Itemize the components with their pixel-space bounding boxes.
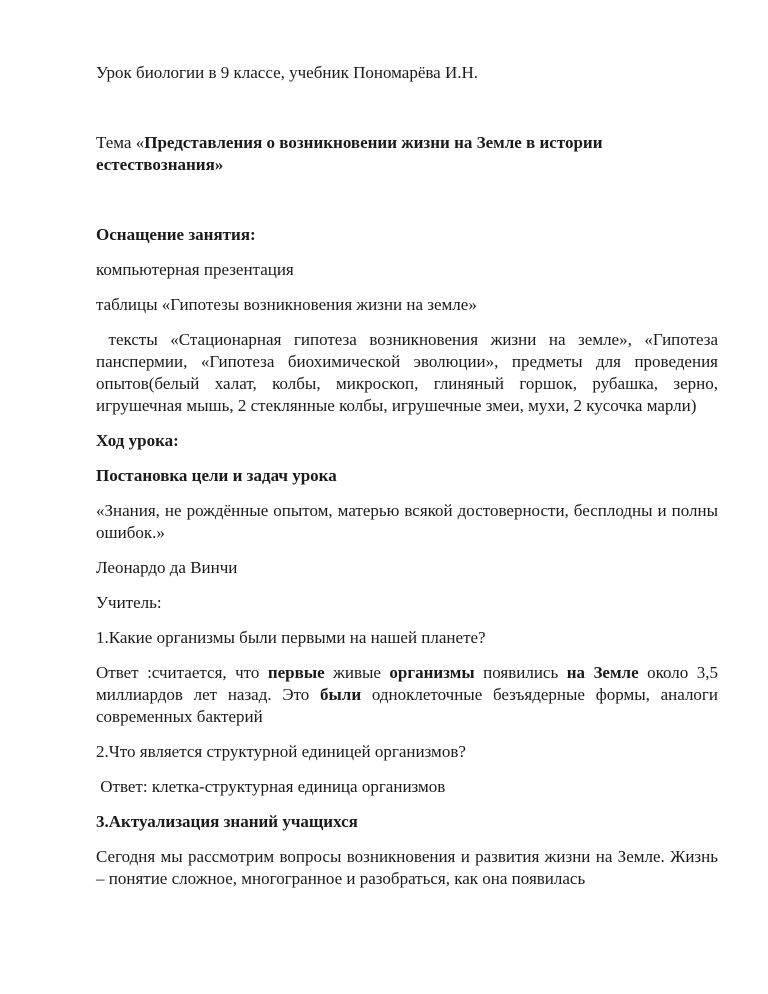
heading-goal-setting: [96, 465, 718, 487]
document-content: [96, 62, 718, 890]
bold-text-run: были: [320, 685, 362, 704]
empty-line-2: [96, 189, 718, 211]
bold-text-run: на Земле: [566, 663, 639, 682]
bold-text-run: организмы: [389, 663, 475, 682]
bold-text-run: Постановка цели и задач урока: [96, 466, 337, 485]
text-run: живые: [324, 663, 390, 682]
text-run: появились: [474, 663, 567, 682]
para-quote-author: [96, 557, 718, 579]
bold-text-run: Представления о возникновении жизни на Земле в истории естествознания»: [96, 133, 603, 174]
text-run: Тема «: [96, 133, 145, 152]
para-question-1: [96, 627, 718, 649]
para-course-header: [96, 62, 718, 84]
heading-lesson-flow: [96, 430, 718, 452]
bold-text-run: Ход урока:: [96, 431, 179, 450]
text-run: Сегодня мы рассмотрим вопросы возникновения и развития жизни на Земле. Жизнь – понятие сложное, многогранное и разобраться, как она появилась: [96, 847, 718, 888]
text-run: 1.Какие организмы были первыми на нашей планете?: [96, 628, 486, 647]
para-teacher-label: [96, 592, 718, 614]
text-run: таблицы «Гипотезы возникновения жизни на земле»: [96, 295, 477, 314]
bold-text-run: Оснащение занятия:: [96, 225, 256, 244]
text-run: Ответ :считается, что: [96, 663, 268, 682]
empty-line-1: [96, 97, 718, 119]
para-equipment-texts-and-objects: [96, 329, 718, 417]
para-equipment-tables: [96, 294, 718, 316]
text-run: «Знания, не рождённые опытом, матерью всякой достоверности, бесплодны и полны ошибок.»: [96, 501, 718, 542]
para-lesson-topic: [96, 132, 718, 176]
text-run: 2.Что является структурной единицей организмов?: [96, 742, 466, 761]
text-run: Урок биологии в 9 классе, учебник Пономарёва И.Н.: [96, 63, 479, 82]
bold-text-run: первые: [267, 663, 325, 682]
text-run: Ответ: клетка-структурная единица организмов: [96, 777, 446, 796]
heading-equipment: [96, 224, 718, 246]
para-question-2: [96, 741, 718, 763]
para-intro-today: [96, 846, 718, 890]
para-answer-1: [96, 662, 718, 728]
text-run: одноклеточные безъядерные формы, аналоги современных бактерий: [96, 685, 719, 726]
para-quote: [96, 500, 718, 544]
text-run: около 3,5 миллиардов лет назад. Это: [96, 663, 718, 704]
text-run: Леонардо да Винчи: [96, 558, 238, 577]
text-run: тексты «Стационарная гипотеза возникновения жизни на земле», «Гипотеза панспермии, «Гипотеза биохимической эволюции», предметы для проведения опытов(белый халат, колбы, микроскоп, глиняный горшок, рубашка, зерно, игрушечная мышь, 2 стеклянные колбы, игрушечные змеи, мухи, 2 кусочка марли): [96, 330, 718, 415]
heading-knowledge-actualization: [96, 811, 718, 833]
bold-text-run: 3.Актуализация знаний учащихся: [96, 812, 358, 831]
text-run: Учитель:: [96, 593, 162, 612]
text-run: компьютерная презентация: [96, 260, 294, 279]
para-equipment-presentation: [96, 259, 718, 281]
para-answer-2: [96, 776, 718, 798]
